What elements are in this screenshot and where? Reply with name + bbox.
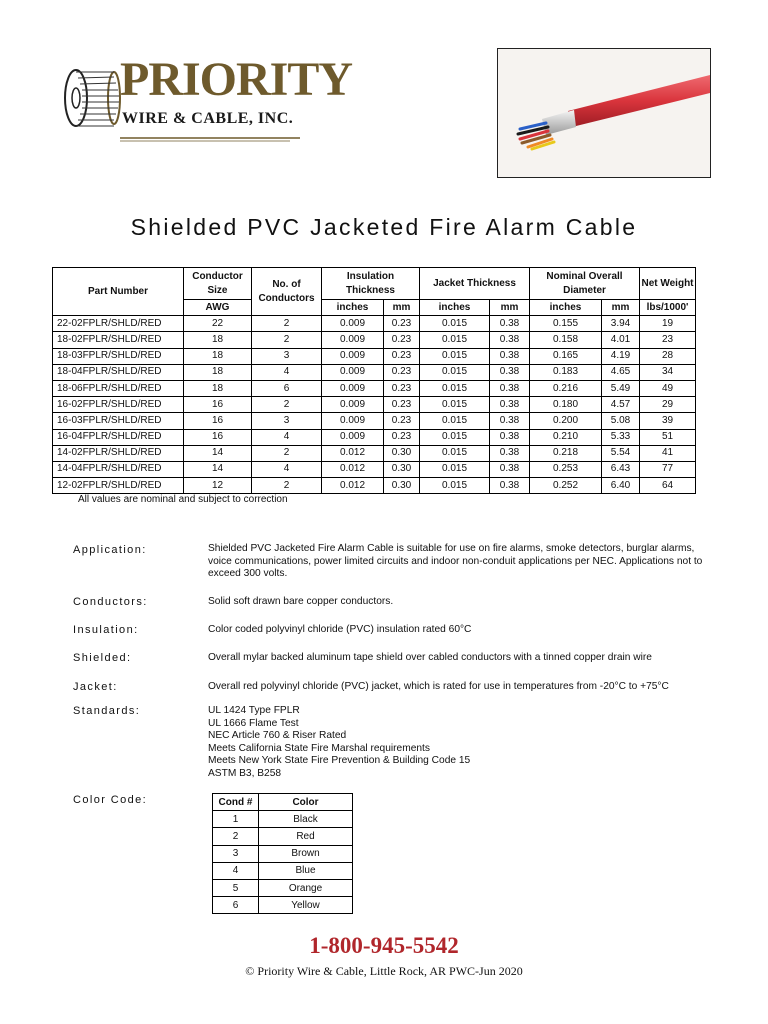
page-title: Shielded PVC Jacketed Fire Alarm Cable xyxy=(130,214,638,240)
cell: 18 xyxy=(184,348,252,364)
cell: 0.38 xyxy=(490,461,530,477)
cell: 0.155 xyxy=(530,316,602,332)
cell: 0.012 xyxy=(322,461,384,477)
table-row xyxy=(213,879,353,896)
cell: 0.015 xyxy=(420,332,490,348)
cell: 0.38 xyxy=(490,380,530,396)
standards-item: Meets California State Fire Marshal requirements xyxy=(208,742,430,754)
cell: 0.015 xyxy=(420,316,490,332)
cell: 3 xyxy=(252,413,322,429)
cell: 2 xyxy=(252,332,322,348)
cell: 0.009 xyxy=(322,413,384,429)
cell: 0.180 xyxy=(530,397,602,413)
cell: 0.38 xyxy=(490,332,530,348)
cell: 51 xyxy=(640,429,696,445)
cell: 12 xyxy=(184,478,252,494)
cell: Blue xyxy=(259,862,353,879)
cell: 5.33 xyxy=(602,429,640,445)
cell: 4.01 xyxy=(602,332,640,348)
cable-reel-icon xyxy=(62,64,122,130)
cell: Brown xyxy=(259,845,353,862)
application-text: Shielded PVC Jacketed Fire Alarm Cable is suitable for use on fire alarms, smoke detectors, burglar alarms, voice communications, power limited circuits and indoor non-conduit applications per NEC. Applications not to exceed 300 volts. xyxy=(208,543,703,579)
cell: 22-02FPLR/SHLD/RED xyxy=(53,316,184,332)
cell: 0.38 xyxy=(490,478,530,494)
cell: 49 xyxy=(640,380,696,396)
table-row xyxy=(53,429,696,445)
cell: 0.253 xyxy=(530,461,602,477)
cell: 0.015 xyxy=(420,413,490,429)
cell: 23 xyxy=(640,332,696,348)
cell: 0.23 xyxy=(384,316,420,332)
header-insulation: Insulation Thickness xyxy=(322,268,420,300)
jacket-label: Jacket: xyxy=(73,681,118,693)
cell: 0.183 xyxy=(530,364,602,380)
cell: 29 xyxy=(640,397,696,413)
cell: 4 xyxy=(252,429,322,445)
insulation-text: Color coded polyvinyl chloride (PVC) insulation rated 60°C xyxy=(208,624,472,635)
unit-jk-in: inches xyxy=(420,300,490,316)
conductors-label: Conductors: xyxy=(73,596,148,608)
standards-item: UL 1424 Type FPLR xyxy=(208,705,300,716)
table-row xyxy=(53,445,696,461)
cell: 0.38 xyxy=(490,445,530,461)
cell: 0.015 xyxy=(420,445,490,461)
cell: 0.252 xyxy=(530,478,602,494)
cell: 5.08 xyxy=(602,413,640,429)
shielded-text: Overall mylar backed aluminum tape shield over cabled conductors with a tinned copper drain wire xyxy=(208,652,652,663)
cell: 4 xyxy=(213,862,259,879)
table-row xyxy=(213,828,353,845)
header-no-conductors: No. of Conductors xyxy=(252,268,322,316)
cell: 0.012 xyxy=(322,478,384,494)
cell: 0.015 xyxy=(420,348,490,364)
cell: 1 xyxy=(213,811,259,828)
cell: 39 xyxy=(640,413,696,429)
cell: 0.015 xyxy=(420,429,490,445)
cell: 2 xyxy=(252,397,322,413)
table-row xyxy=(53,461,696,477)
cell: 14 xyxy=(184,445,252,461)
color-code-table xyxy=(212,793,353,914)
cell: 18-04FPLR/SHLD/RED xyxy=(53,364,184,380)
table-row xyxy=(213,811,353,828)
cell: 0.38 xyxy=(490,316,530,332)
cell: 4.65 xyxy=(602,364,640,380)
cell: 0.218 xyxy=(530,445,602,461)
table-row xyxy=(53,332,696,348)
cell: 77 xyxy=(640,461,696,477)
cell: 16 xyxy=(184,397,252,413)
cell: 0.30 xyxy=(384,445,420,461)
cell: 0.200 xyxy=(530,413,602,429)
cell: 0.38 xyxy=(490,397,530,413)
cell: 18 xyxy=(184,380,252,396)
logo-brand: PRIORITY xyxy=(120,53,353,106)
cell: 0.015 xyxy=(420,478,490,494)
unit-jk-mm: mm xyxy=(490,300,530,316)
table-note: All values are nominal and subject to correction xyxy=(78,494,288,505)
table-row xyxy=(53,397,696,413)
cell: 0.015 xyxy=(420,364,490,380)
cell: 0.23 xyxy=(384,397,420,413)
cell: 0.158 xyxy=(530,332,602,348)
table-row xyxy=(53,380,696,396)
cell: 0.165 xyxy=(530,348,602,364)
cell: 19 xyxy=(640,316,696,332)
table-row xyxy=(213,897,353,914)
cell: 6.40 xyxy=(602,478,640,494)
standards-label: Standards: xyxy=(73,705,141,717)
logo-subtitle: WIRE & CABLE, INC. xyxy=(122,110,294,127)
phone-number: 1-800-945-5542 xyxy=(309,933,459,958)
company-logo xyxy=(62,53,353,146)
cell: 0.23 xyxy=(384,429,420,445)
cell: 0.009 xyxy=(322,397,384,413)
logo-underline xyxy=(120,132,300,144)
cell: Orange xyxy=(259,879,353,896)
cell: 12-02FPLR/SHLD/RED xyxy=(53,478,184,494)
header-color: Color xyxy=(259,794,353,811)
cell: 0.015 xyxy=(420,380,490,396)
standards-list xyxy=(208,705,708,780)
unit-awg: AWG xyxy=(184,300,252,316)
cell: 28 xyxy=(640,348,696,364)
header-weight: Net Weight xyxy=(640,268,696,300)
cell: 22 xyxy=(184,316,252,332)
table-row xyxy=(53,348,696,364)
cell: 0.015 xyxy=(420,397,490,413)
header-diameter: Nominal Overall Diameter xyxy=(530,268,640,300)
cell: 0.23 xyxy=(384,364,420,380)
cell: 18-03FPLR/SHLD/RED xyxy=(53,348,184,364)
cell: 6 xyxy=(252,380,322,396)
application-label: Application: xyxy=(73,544,147,556)
unit-wt: lbs/1000' xyxy=(640,300,696,316)
cell: 3 xyxy=(252,348,322,364)
cell: 18-06FPLR/SHLD/RED xyxy=(53,380,184,396)
table-row xyxy=(213,862,353,879)
cell: 6 xyxy=(213,897,259,914)
cell: 64 xyxy=(640,478,696,494)
table-row xyxy=(53,413,696,429)
cell: 18-02FPLR/SHLD/RED xyxy=(53,332,184,348)
cell: 3.94 xyxy=(602,316,640,332)
table-row xyxy=(53,316,696,332)
cell: 0.23 xyxy=(384,380,420,396)
cable-photo xyxy=(497,48,711,178)
cable-image-icon xyxy=(498,49,710,177)
cell: 14-04FPLR/SHLD/RED xyxy=(53,461,184,477)
header-part-number: Part Number xyxy=(53,268,184,316)
cell: 18 xyxy=(184,332,252,348)
cell: 2 xyxy=(252,478,322,494)
cell: 4 xyxy=(252,364,322,380)
standards-item: NEC Article 760 & Riser Rated xyxy=(208,730,347,741)
cell: 0.009 xyxy=(322,429,384,445)
cell: 0.38 xyxy=(490,413,530,429)
cell: 0.23 xyxy=(384,332,420,348)
standards-item: UL 1666 Flame Test xyxy=(208,717,299,729)
shielded-label: Shielded: xyxy=(73,652,132,664)
table-row xyxy=(213,845,353,862)
cell: 0.009 xyxy=(322,332,384,348)
cell: 0.38 xyxy=(490,364,530,380)
cell: 16-02FPLR/SHLD/RED xyxy=(53,397,184,413)
cell: 2 xyxy=(252,445,322,461)
cell: 5 xyxy=(213,879,259,896)
cell: 0.009 xyxy=(322,380,384,396)
insulation-label: Insulation: xyxy=(73,624,139,636)
cell: 0.38 xyxy=(490,429,530,445)
unit-dia-mm: mm xyxy=(602,300,640,316)
cell: 0.012 xyxy=(322,445,384,461)
standards-item: Meets New York State Fire Prevention & Building Code 15 xyxy=(208,755,471,766)
cell: 2 xyxy=(213,828,259,845)
cell: Yellow xyxy=(259,897,353,914)
conductors-text: Solid soft drawn bare copper conductors. xyxy=(208,596,394,607)
cell: 16-03FPLR/SHLD/RED xyxy=(53,413,184,429)
header-conductor-size: Conductor Size xyxy=(184,268,252,300)
cell: 4.57 xyxy=(602,397,640,413)
cell: 5.54 xyxy=(602,445,640,461)
cell: 2 xyxy=(252,316,322,332)
cell: 4.19 xyxy=(602,348,640,364)
cell: 0.23 xyxy=(384,413,420,429)
cell: 0.015 xyxy=(420,461,490,477)
cell: 0.009 xyxy=(322,348,384,364)
cell: 0.216 xyxy=(530,380,602,396)
header-jacket: Jacket Thickness xyxy=(420,268,530,300)
cell: 5.49 xyxy=(602,380,640,396)
cell: 0.23 xyxy=(384,348,420,364)
cell: 4 xyxy=(252,461,322,477)
cell: 3 xyxy=(213,845,259,862)
cell: 16 xyxy=(184,413,252,429)
standards-item: ASTM B3, B258 xyxy=(208,767,282,779)
cell: 6.43 xyxy=(602,461,640,477)
cell: 14-02FPLR/SHLD/RED xyxy=(53,445,184,461)
cell: Black xyxy=(259,811,353,828)
jacket-text: Overall red polyvinyl chloride (PVC) jacket, which is rated for use in temperatures from -20°C to +75°C xyxy=(208,681,669,692)
cell: 0.30 xyxy=(384,478,420,494)
header-cond: Cond # xyxy=(213,794,259,811)
cell: 41 xyxy=(640,445,696,461)
spec-table xyxy=(52,267,696,494)
table-row xyxy=(53,478,696,494)
color-code-label: Color Code: xyxy=(73,794,148,806)
cell: 16-04FPLR/SHLD/RED xyxy=(53,429,184,445)
cell: 0.210 xyxy=(530,429,602,445)
table-row xyxy=(53,364,696,380)
cell: Red xyxy=(259,828,353,845)
cell: 0.30 xyxy=(384,461,420,477)
cell: 0.38 xyxy=(490,348,530,364)
cell: 0.009 xyxy=(322,316,384,332)
copyright-line: © Priority Wire & Cable, Little Rock, AR PWC-Jun 2020 xyxy=(245,964,523,978)
cell: 34 xyxy=(640,364,696,380)
cell: 0.009 xyxy=(322,364,384,380)
unit-ins-in: inches xyxy=(322,300,384,316)
cell: 14 xyxy=(184,461,252,477)
cell: 16 xyxy=(184,429,252,445)
cell: 18 xyxy=(184,364,252,380)
unit-dia-in: inches xyxy=(530,300,602,316)
unit-ins-mm: mm xyxy=(384,300,420,316)
